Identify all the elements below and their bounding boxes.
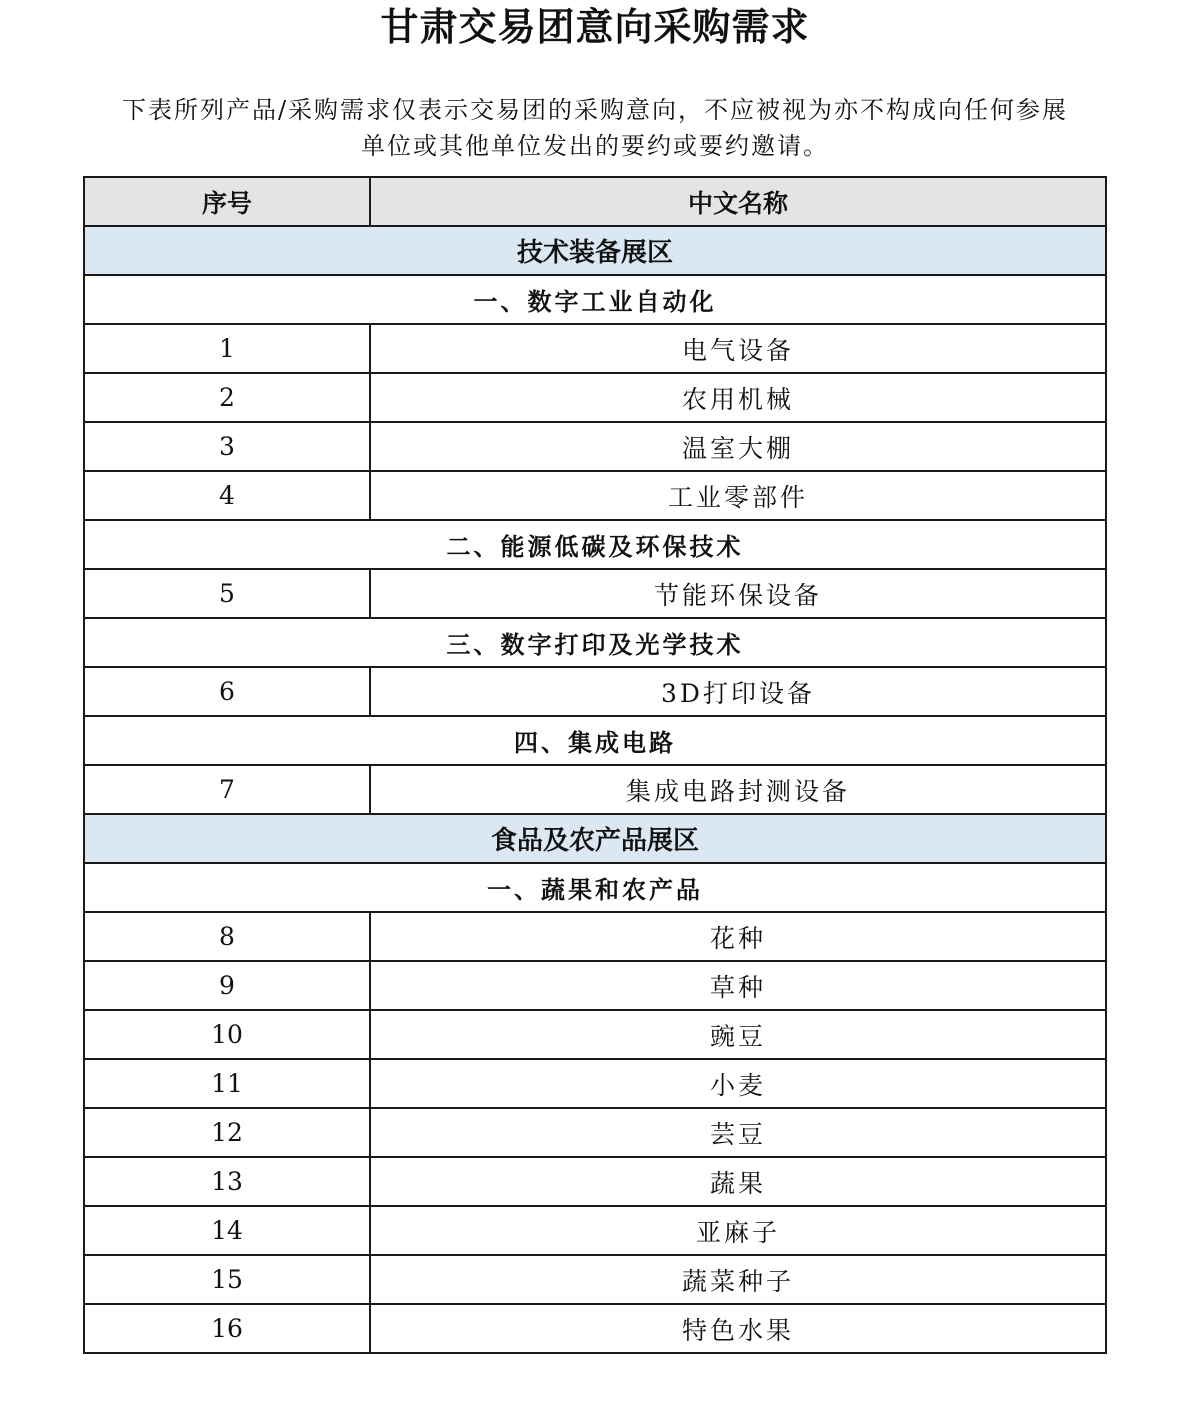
item-name: 农用机械 bbox=[370, 373, 1106, 422]
table-row bbox=[84, 422, 1106, 471]
table-row bbox=[84, 765, 1106, 814]
table-row bbox=[84, 324, 1106, 373]
table-row bbox=[84, 471, 1106, 520]
table-row bbox=[84, 1010, 1106, 1059]
table-row bbox=[84, 1157, 1106, 1206]
item-number: 5 bbox=[84, 569, 370, 618]
item-name: 亚麻子 bbox=[370, 1206, 1106, 1255]
category-row bbox=[84, 716, 1106, 765]
table-body bbox=[84, 226, 1106, 1353]
item-number: 10 bbox=[84, 1010, 370, 1059]
item-number: 7 bbox=[84, 765, 370, 814]
table-row bbox=[84, 1059, 1106, 1108]
item-number: 14 bbox=[84, 1206, 370, 1255]
procurement-table bbox=[83, 176, 1107, 1354]
item-number: 12 bbox=[84, 1108, 370, 1157]
category-label: 三、数字打印及光学技术 bbox=[84, 618, 1106, 667]
item-name: 芸豆 bbox=[370, 1108, 1106, 1157]
disclaimer-line-1: 下表所列产品/采购需求仅表示交易团的采购意向，不应被视为亦不构成向任何参展 bbox=[121, 96, 1069, 124]
item-number: 9 bbox=[84, 961, 370, 1010]
column-header-number: 序号 bbox=[84, 177, 370, 226]
table-row bbox=[84, 1206, 1106, 1255]
table-header-row bbox=[84, 177, 1106, 226]
item-number: 4 bbox=[84, 471, 370, 520]
item-number: 2 bbox=[84, 373, 370, 422]
category-row bbox=[84, 618, 1106, 667]
item-number: 3 bbox=[84, 422, 370, 471]
item-number: 15 bbox=[84, 1255, 370, 1304]
item-number: 16 bbox=[84, 1304, 370, 1353]
table-row bbox=[84, 912, 1106, 961]
table-row bbox=[84, 1255, 1106, 1304]
item-name: 节能环保设备 bbox=[370, 569, 1106, 618]
table-row bbox=[84, 569, 1106, 618]
disclaimer bbox=[90, 92, 1100, 164]
category-label: 一、蔬果和农产品 bbox=[84, 863, 1106, 912]
item-name: 草种 bbox=[370, 961, 1106, 1010]
item-number: 8 bbox=[84, 912, 370, 961]
category-row bbox=[84, 863, 1106, 912]
item-name: 温室大棚 bbox=[370, 422, 1106, 471]
zone-header-row bbox=[84, 226, 1106, 275]
page-title: 甘肃交易团意向采购需求 bbox=[380, 5, 810, 49]
zone-header-row bbox=[84, 814, 1106, 863]
item-name: 花种 bbox=[370, 912, 1106, 961]
item-number: 13 bbox=[84, 1157, 370, 1206]
column-header-name: 中文名称 bbox=[370, 177, 1106, 226]
table-row bbox=[84, 1108, 1106, 1157]
item-name: 3D打印设备 bbox=[370, 667, 1106, 716]
category-row bbox=[84, 520, 1106, 569]
category-label: 二、能源低碳及环保技术 bbox=[84, 520, 1106, 569]
item-number: 11 bbox=[84, 1059, 370, 1108]
item-number: 1 bbox=[84, 324, 370, 373]
table-row bbox=[84, 1304, 1106, 1353]
item-name: 电气设备 bbox=[370, 324, 1106, 373]
item-name: 工业零部件 bbox=[370, 471, 1106, 520]
item-number: 6 bbox=[84, 667, 370, 716]
item-name: 小麦 bbox=[370, 1059, 1106, 1108]
item-name: 豌豆 bbox=[370, 1010, 1106, 1059]
zone-label: 技术装备展区 bbox=[84, 226, 1106, 275]
category-row bbox=[84, 275, 1106, 324]
category-label: 一、数字工业自动化 bbox=[84, 275, 1106, 324]
table-row bbox=[84, 961, 1106, 1010]
disclaimer-line-2: 单位或其他单位发出的要约或要约邀请。 bbox=[361, 132, 829, 160]
item-name: 蔬果 bbox=[370, 1157, 1106, 1206]
item-name: 特色水果 bbox=[370, 1304, 1106, 1353]
table-row bbox=[84, 667, 1106, 716]
table-row bbox=[84, 373, 1106, 422]
zone-label: 食品及农产品展区 bbox=[84, 814, 1106, 863]
category-label: 四、集成电路 bbox=[84, 716, 1106, 765]
item-name: 蔬菜种子 bbox=[370, 1255, 1106, 1304]
item-name: 集成电路封测设备 bbox=[370, 765, 1106, 814]
